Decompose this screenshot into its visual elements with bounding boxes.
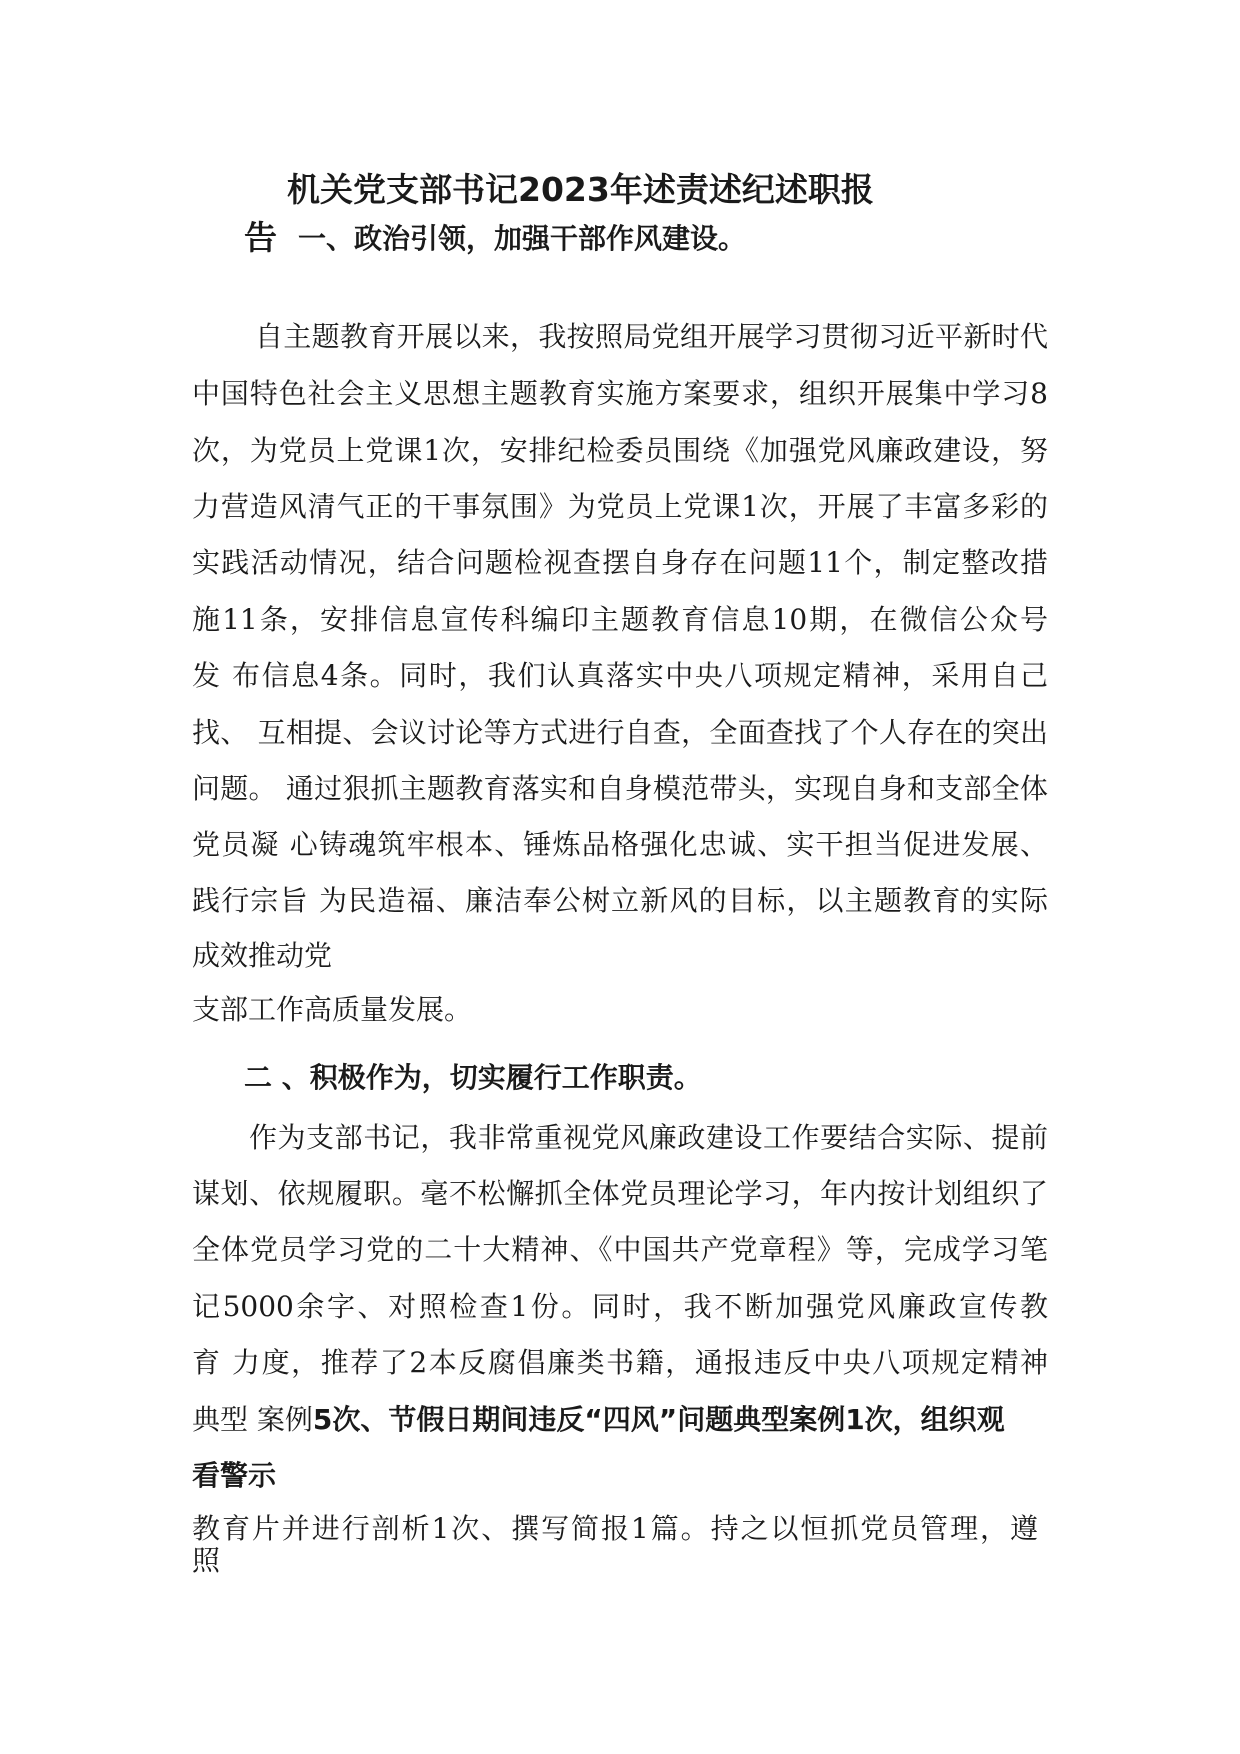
- document-title-continuation: 告: [244, 218, 277, 257]
- paragraph-line-mixed: [192, 1403, 1005, 1437]
- paragraph-line: 谋划、依规履职。毫不松懈抓全体党员理论学习，年内按计划组织了: [192, 1177, 1048, 1210]
- paragraph-line: 育 力度，推荐了2本反腐倡廉类书籍，通报违反中央八项规定精神: [192, 1346, 1048, 1379]
- paragraph-line: 自主题教育开展以来，我按照局党组开展学习贯彻习近平新时代: [255, 320, 1048, 353]
- paragraph-line: 实践活动情况，结合问题检视查摆自身存在问题11个，制定整改措: [192, 546, 1048, 579]
- paragraph-line: 问题。 通过狠抓主题教育落实和自身模范带头，实现自身和支部全体: [192, 772, 1048, 805]
- paragraph-line: 力营造风清气正的干事氛围》为党员上党课1次，开展了丰富多彩的: [192, 490, 1048, 523]
- paragraph-line: 中国特色社会主义思想主题教育实施方案要求，组织开展集中学习8: [192, 377, 1048, 410]
- bold-line: 看警示: [192, 1459, 277, 1492]
- paragraph-line: 记5000余字、对照检查1份。同时，我不断加强党风廉政宣传教: [192, 1290, 1048, 1323]
- paragraph-line: 次，为党员上党课1次，安排纪检委员围绕《加强党风廉政建设，努: [192, 434, 1048, 467]
- paragraph-line: 支部工作高质量发展。: [192, 993, 473, 1026]
- paragraph-line: 党员凝 心铸魂筑牢根本、锤炼品格强化忠诚、实干担当促进发展、: [192, 828, 1048, 861]
- plain-text-run: 典型 案例: [192, 1403, 313, 1436]
- paragraph-line: 全体党员学习党的二十大精神、《中国共产党章程》等，完成学习笔: [192, 1233, 1048, 1266]
- paragraph-line: 践行宗旨 为民造福、廉洁奉公树立新风的目标，以主题教育的实际: [192, 884, 1048, 917]
- paragraph-line: 教育片并进行剖析1次、撰写简报1篇。持之以恒抓党员管理，遵: [192, 1512, 1038, 1545]
- paragraph-line: 找、 互相提、会议讨论等方式进行自查，全面查找了个人存在的突出: [192, 716, 1048, 749]
- paragraph-line: 成效推动党: [192, 939, 333, 972]
- paragraph-line: 施11条，安排信息宣传科编印主题教育信息10期，在微信公众号: [192, 603, 1048, 636]
- bold-text-run: 5次、节假日期间违反“四风”问题典型案例1次，组织观: [312, 1403, 1005, 1436]
- paragraph-line: 照: [192, 1544, 221, 1577]
- paragraph-line: 作为支部书记，我非常重视党风廉政建设工作要结合实际、提前: [249, 1121, 1048, 1154]
- document-title: 机关党支部书记2023年述责述纪述职报: [287, 170, 874, 209]
- section-heading-2: 二 、积极作为，切实履行工作职责。: [244, 1061, 702, 1094]
- section-heading-1: 一、政治引领，加强干部作风建设。: [298, 222, 747, 255]
- paragraph-line: 发 布信息4条。同时，我们认真落实中央八项规定精神，采用自己: [192, 659, 1048, 692]
